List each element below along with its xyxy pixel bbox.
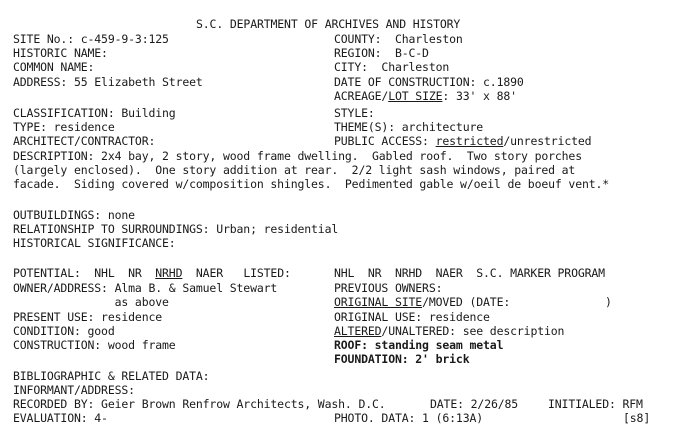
acreage-lot-size — [334, 89, 517, 103]
site-number: SITE No.: c-459-9-3:125 — [13, 32, 169, 46]
potential-nrhd: NRHD — [155, 266, 183, 280]
recorded-by: RECORDED BY: Geier Brown Renfrow Architects, Wash. D.C. — [13, 397, 386, 411]
region: REGION: B-C-D — [334, 46, 429, 60]
condition: CONDITION: good — [13, 324, 115, 338]
style: STYLE: — [334, 106, 375, 120]
acreage-label: ACREAGE/ — [334, 89, 389, 103]
themes: THEME(S): architecture — [334, 120, 484, 134]
original-site-label: ORIGINAL SITE — [334, 295, 423, 309]
form-header: S.C. DEPARTMENT OF ARCHIVES AND HISTORY — [196, 17, 461, 31]
unaltered-value: /UNALTERED: see description — [381, 324, 565, 338]
moved-date: /MOVED (DATE: ) — [422, 295, 612, 309]
public-access — [334, 134, 591, 148]
unrestricted-value: /unrestricted — [503, 134, 592, 148]
construction: CONSTRUCTION: wood frame — [13, 338, 176, 352]
relationship-to-surroundings: RELATIONSHIP TO SURROUNDINGS: Urban; residential — [13, 222, 339, 236]
photo-data: PHOTO. DATA: 1 (6:13A) — [334, 411, 484, 425]
type: TYPE: residence — [13, 120, 115, 134]
original-use: ORIGINAL USE: residence — [334, 310, 490, 324]
lot-size-label: LOT SIZE — [388, 89, 443, 103]
initialed: INITIALED: RFM — [548, 397, 643, 411]
listed-options: NHL NR NRHD NAER S.C. MARKER PROGRAM — [334, 266, 605, 280]
address: ADDRESS: 55 Elizabeth Street — [13, 75, 203, 89]
recorded-date: DATE: 2/26/85 — [430, 397, 519, 411]
roof: ROOF: standing seam metal — [334, 338, 504, 352]
description-line: facade. Siding covered w/composition shingles. Pedimented gable w/oeil de boeuf vent.* — [13, 177, 610, 191]
potential-listed-label: NAER LISTED: — [182, 266, 291, 280]
historical-significance: HISTORICAL SIGNIFICANCE: — [13, 236, 176, 250]
restricted-value: restricted — [435, 134, 504, 148]
potential — [13, 266, 291, 280]
description-line: (largely enclosed). One story addition at rear. 2/2 light sash windows, paired at — [13, 163, 576, 177]
foundation: FOUNDATION: 2' brick — [334, 352, 470, 366]
classification: CLASSIFICATION: Building — [13, 106, 176, 120]
evaluation: EVALUATION: 4- — [13, 411, 108, 425]
owner-address: OWNER/ADDRESS: Alma B. & Samuel Stewart — [13, 281, 278, 295]
county: COUNTY: Charleston — [334, 32, 463, 46]
original-site-moved — [334, 295, 612, 309]
common-name: COMMON NAME: — [13, 60, 95, 74]
altered-label: ALTERED — [334, 324, 382, 338]
architect-contractor: ARCHITECT/CONTRACTOR: — [13, 134, 156, 148]
altered-unaltered — [334, 324, 564, 338]
previous-owners: PREVIOUS OWNERS: — [334, 281, 443, 295]
outbuildings: OUTBUILDINGS: none — [13, 208, 135, 222]
city: CITY: Charleston — [334, 60, 450, 74]
form-code: [s8] — [623, 411, 651, 425]
historic-name: HISTORIC NAME: — [13, 46, 108, 60]
public-access-label: PUBLIC ACCESS: — [334, 134, 436, 148]
description-line: DESCRIPTION: 2x4 bay, 2 story, wood frame dwelling. Gabled roof. Two story porches — [13, 149, 582, 163]
date-of-construction: DATE OF CONSTRUCTION: c.1890 — [334, 75, 524, 89]
lot-size-value: : 33' x 88' — [442, 89, 517, 103]
bibliographic-data: BIBLIOGRAPHIC & RELATED DATA: — [13, 369, 210, 383]
owner-address-continued: as above — [13, 295, 169, 309]
potential-label: POTENTIAL: NHL NR — [13, 266, 156, 280]
present-use: PRESENT USE: residence — [13, 310, 163, 324]
informant-address: INFORMANT/ADDRESS: — [13, 383, 135, 397]
